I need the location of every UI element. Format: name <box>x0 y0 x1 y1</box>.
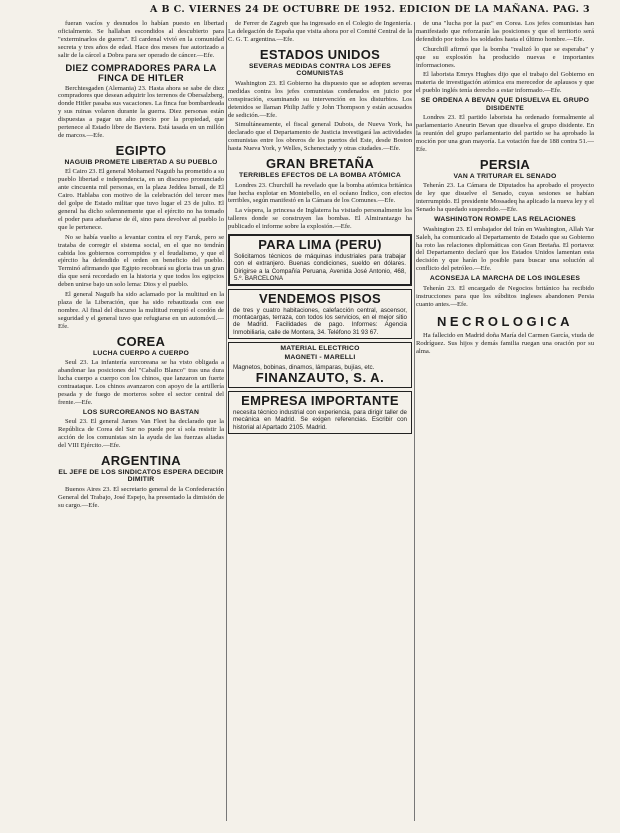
ad-brand: FINANZAUTO, S. A. <box>255 370 385 386</box>
section-headline: EGIPTO <box>115 142 167 158</box>
article-text: Simultáneamente, el fiscal general Dubois, de Nueva York, ha declarado que el Departamento de Justicia investigará las actividades comunistas entre los obreros de los puertos del Este, desde Boston hasta Nueva York, y Welles, Schenectady y otras ciudades.—Efe. <box>228 121 412 153</box>
article-text: No se había vuelto a levantar contra el rey Faruk, pero se trataba de corregir el sistema social, en el que no tendrán cabida los gobiernos corrompidos y el feudalismo, y que el ejército ha defendido el orden en beneficio del pueblo. Terminó afirmando que Egipto recobrará su gloria tras un gran día que será recordado en la historia y que todos los egipcios deben unirse bajo un solo lema: Dios y el pueblo. <box>58 233 224 289</box>
article-text: Buenos Aires 23. El secretario general de la Confederación General del Trabajo, José Espejo, ha presentado la dimisión de su cargo.—Efe. <box>58 486 224 509</box>
ad-title: VENDEMOS PISOS <box>259 290 381 306</box>
article-text: Londres 23. El partido laborista ha ordenado formalmente al parlamentario Aneurin Bevan que disuelva el grupo disidente. En la reunión del grupo parlamentario del partido se ha aprobado la moción por una gran mayoría. La votación fue de 188 contra 51.—Efe. <box>416 114 594 153</box>
article-text: Churchill afirmó que la bomba "realizó lo que se esperaba" y que su explosión ha producido nuevas e importantes informaciones. <box>416 45 594 69</box>
article-text: Washington 23. El Gobierno ha dispuesto que se adopten severas medidas contra los jefes comunistas condenados en juicio por conspiración, examinando su intervención en los disturbios. Los detenidos se llaman Philip Jaffe y John Thompson y están acusados de sedición.—Efe. <box>228 79 412 119</box>
ad-title: MATERIAL ELECTRICO <box>280 344 360 352</box>
subheadline: VAN A TRITURAR EL SENADO <box>453 172 557 180</box>
subheadline: LUCHA CUERPO A CUERPO <box>93 349 189 357</box>
subheadline: ACONSEJA LA MARCHA DE LOS INGLESES <box>429 275 581 283</box>
article-text: Washington 23. El embajador del Irán en Washington, Allah Yar Saleh, ha comunicado al Departamento de Estado que su Gobierno ha roto las relaciones diplomáticas con Gran Bretaña. El portavoz del Departamento declaró que los Estados Unidos lamentan esta decisión y que harán lo posible para buscar una solución al conflicto del petróleo.—Efe. <box>416 225 594 273</box>
article-text: Ha fallecido en Madrid doña María del Carmen García, viuda de Rodríguez. Sus hijos y demás familia ruegan una oración por su alma. <box>416 332 594 356</box>
section-headline: GRAN BRETAÑA <box>265 156 375 172</box>
article-text: La víspera, la princesa de Inglaterra ha visitado personalmente los talleres donde se construyen las bombas. El Almirantazgo ha publicado el informe sobre la explosión.—Efe. <box>228 207 412 231</box>
article-text: Teherán 23. El encargado de Negocios británico ha recibido instrucciones para que los súbditos ingleses abandonen Persia cuanto antes.—Efe. <box>416 284 594 308</box>
subheadline: TERRIBLES EFECTOS DE LA BOMBA ATÓMICA <box>239 172 401 180</box>
ad-material-electrico <box>228 342 412 388</box>
ad-empresa <box>228 391 412 434</box>
column-middle <box>228 20 412 825</box>
subheadline: WASHINGTON ROMPE LAS RELACIONES <box>434 216 576 224</box>
ad-body: Solicitamos técnicos de máquinas industriales para trabajar con el extranjero. Buenas condiciones, sueldo en dólares. Dirigirse a la Compañía Peruana, Avenida José Antonio, 468, 5.º. BARCELONA <box>234 253 406 282</box>
article-text: de una "lucha por la paz" en Corea. Los jefes comunistas han manifestado que reforzarán las posiciones y que el territorio será defendido por todos los soldados hasta el último hombre.—Efe. <box>416 20 594 43</box>
ad-body: de tres y cuatro habitaciones, calefacción central, ascensor, montacargas, terraza, con todos los servicios, en el mejor sitio de Madrid. Facilidades de pago. Informes: Agencia Inmobiliaria, calle de Montera, 34. Teléfono 31 93 67. <box>233 306 407 336</box>
section-headline: PERSIA <box>479 156 531 172</box>
necrologica-title: NECROLOGICA <box>437 314 573 330</box>
subheadline: NAGUIB PROMETE LIBERTAD A SU PUEBLO <box>64 158 218 166</box>
article-text: Seul 23. El general James Van Fleet ha declarado que la República de Corea del Sur no puede por sí sola resistir la acción de los comunistas sin la ayuda de las fuerzas aliadas del VIII Ejército.—Efe. <box>58 418 224 449</box>
ad-title: PARA LIMA (PERU) <box>258 237 382 253</box>
subheadline: LOS SURCOREANOS NO BASTAN <box>82 408 200 416</box>
ad-pisos <box>228 289 412 339</box>
column-rule <box>414 22 415 821</box>
ad-subtitle: MAGNETI - MARELLI <box>284 354 356 362</box>
article-text: Teherán 23. La Cámara de Diputados ha aprobado el proyecto de ley que disuelve el Senado, cuyas sesiones se habían interrumpido. El presidente Mossadeq ha aplicado la nueva ley y el Senado ha quedado suspendido.—Efe. <box>416 182 594 214</box>
section-headline: ESTADOS UNIDOS <box>259 46 381 62</box>
section-headline: ARGENTINA <box>101 452 181 468</box>
article-text: Londres 23. Churchill ha revelado que la bomba atómica británica fue hecha explotar en Montebello, en el océano Índico, con efectos terribles, según manifestó en la Cámara de los Comunes.—Efe. <box>228 181 412 205</box>
ad-lima <box>228 234 412 286</box>
ad-title: EMPRESA IMPORTANTE <box>241 393 399 409</box>
column-rule <box>226 22 227 821</box>
column-left <box>58 20 224 825</box>
article-text: Berchtesgaden (Alemania) 23. Hasta ahora se sabe de diez compradores que desean adquirir los terrenos de Obersalzberg, donde Hitler pasaba sus vacaciones. La finca fue bombardeada y sus ruinas volaron durante la guerra. Diez personas están dispuestas a pagar un alto precio por la propiedad, que pertenece al Estado libre de Baviera. Está tasada en un millón de marcos.—Efe. <box>58 84 224 139</box>
ad-body: Magnetos, bobinas, dinamos, lámparas, bujías, etc. <box>233 363 375 371</box>
article-text: El general Naguib ha sido aclamado por la multitud en la plaza de la Liberación, que ha sido rebautizada con ese nombre. Al final del discurso la multitud rompió el cordón de seguridad y el general tuvo que refugiarse en un automóvil.—Efe. <box>58 291 224 330</box>
page-header: A B C. VIERNES 24 DE OCTUBRE DE 1952. EDICION DE LA MAÑANA. PAG. 3 <box>150 4 591 15</box>
article-text: Seul 23. La infantería surcoreana se ha visto obligada a abandonar las posiciones del "Caballo Blanco" tras una dura lucha cuerpo a cuerpo con los chinos, que lanzaron un fuerte contraataque. Los chinos avanzaron con apoyo de la artillería pesada y de fuego de morteros sobre el sector central del frente.—Efe. <box>58 359 224 406</box>
subheadline: SE ORDENA A BEVAN QUE DISUELVA EL GRUPO DISIDENTE <box>420 97 590 112</box>
ad-body: necesita técnico industrial con experiencia, para dirigir taller de mecánica en Madrid. Se exigen referencias. Escribir con historial al Apartado 2105. Madrid. <box>233 409 407 431</box>
section-headline: COREA <box>116 333 166 349</box>
subheadline: SEVERAS MEDIDAS CONTRA LOS JEFES COMUNISTAS <box>248 62 392 78</box>
article-text: El Cairo 23. El general Mohamed Naguib ha prometido a su pueblo libertad e independencia, en un discurso pronunciado ante cincuenta mil personas, en la plaza Jeddea Ismail, de El Cairo. Hablaba con motivo de la celebración del tercer mes del golpe de Estado militar que tuvo lugar el 23 de julio. El general ha dicho solemnemente que el ejército no ha tomado el poder para adueñarse de él, sino para devolver al pueblo lo que le pertenece. <box>58 168 224 231</box>
article-text: de Ferrer de Zagreb que ha ingresado en el Colegio de Ingeniería. La delegación de España que visita ahora por el Comité Central de la C. G. T. argentina.—Efe. <box>228 20 412 43</box>
subheadline: EL JEFE DE LOS SINDICATOS ESPERA DECIDIR DIMITIR <box>58 468 224 484</box>
article-text: El laborista Emrys Hughes dijo que el trabajo del Gobierno en materia de investigación atómica era merecedor de aplausos y que el pueblo inglés tenía derecho a estar informado.—Efe. <box>416 71 594 95</box>
headline: DIEZ COMPRADORES PARA LA FINCA DE HITLER <box>65 62 217 84</box>
column-right <box>416 20 594 825</box>
article-text: fueran vacíos y desnudos lo habían puesto en libertad oficialmente. Se hallaban escondidos al descubierto para "exterminarlos de guerra". El cardenal vivió en la comunidad secreta y tres años de edad. Hace dos meses fue autorizado a salir de la cárcel a Dobra para ser operado de cáncer.—Efe. <box>58 20 224 59</box>
